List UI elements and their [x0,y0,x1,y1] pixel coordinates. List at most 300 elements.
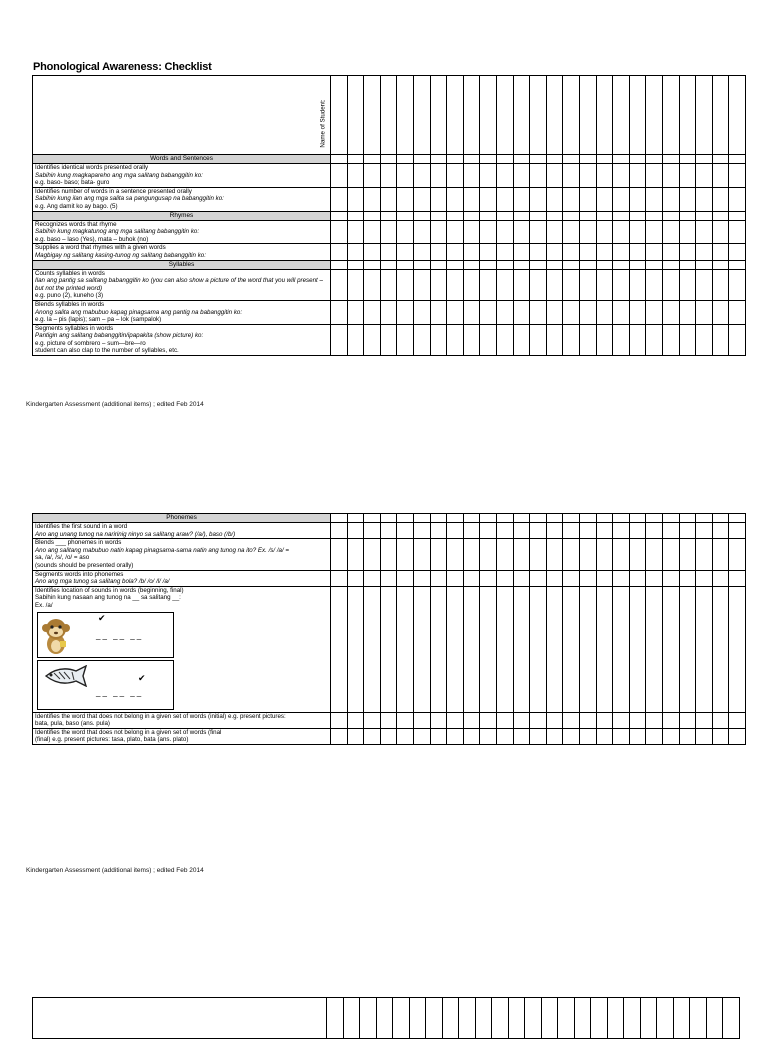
student-checkbox-cell[interactable] [497,164,514,188]
student-checkbox-cell[interactable] [530,514,547,523]
student-checkbox-cell[interactable] [613,523,630,539]
student-checkbox-cell[interactable] [380,244,397,260]
student-checkbox-cell[interactable] [729,155,746,164]
student-checkbox-cell[interactable] [729,712,746,728]
student-checkbox-cell[interactable] [497,155,514,164]
student-checkbox-cell[interactable] [397,300,414,324]
student-checkbox-cell[interactable] [447,244,464,260]
student-checkbox-cell[interactable] [530,244,547,260]
student-checkbox-cell[interactable] [480,300,497,324]
student-checkbox-cell[interactable] [596,76,613,155]
student-checkbox-cell[interactable] [397,523,414,539]
student-checkbox-cell[interactable] [624,998,641,1039]
student-checkbox-cell[interactable] [463,211,480,220]
student-checkbox-cell[interactable] [579,539,596,570]
student-checkbox-cell[interactable] [497,586,514,712]
student-checkbox-cell[interactable] [331,244,348,260]
student-checkbox-cell[interactable] [426,998,443,1039]
student-checkbox-cell[interactable] [513,514,530,523]
student-checkbox-cell[interactable] [546,220,563,244]
student-checkbox-cell[interactable] [629,244,646,260]
student-checkbox-cell[interactable] [563,586,580,712]
student-checkbox-cell[interactable] [513,324,530,355]
student-checkbox-cell[interactable] [579,269,596,300]
student-checkbox-cell[interactable] [380,570,397,586]
student-checkbox-cell[interactable] [463,269,480,300]
student-checkbox-cell[interactable] [364,324,381,355]
student-checkbox-cell[interactable] [579,712,596,728]
student-checkbox-cell[interactable] [579,220,596,244]
student-checkbox-cell[interactable] [729,586,746,712]
student-checkbox-cell[interactable] [414,187,431,211]
student-checkbox-cell[interactable] [331,586,348,712]
student-checkbox-cell[interactable] [380,164,397,188]
student-checkbox-cell[interactable] [497,76,514,155]
student-checkbox-cell[interactable] [530,586,547,712]
student-checkbox-cell[interactable] [414,514,431,523]
student-checkbox-cell[interactable] [397,260,414,269]
student-checkbox-cell[interactable] [480,539,497,570]
student-checkbox-cell[interactable] [331,712,348,728]
student-checkbox-cell[interactable] [380,220,397,244]
student-checkbox-cell[interactable] [347,324,364,355]
student-checkbox-cell[interactable] [662,155,679,164]
student-checkbox-cell[interactable] [690,998,707,1039]
student-checkbox-cell[interactable] [475,998,492,1039]
student-checkbox-cell[interactable] [596,211,613,220]
student-checkbox-cell[interactable] [347,76,364,155]
student-checkbox-cell[interactable] [331,523,348,539]
student-checkbox-cell[interactable] [513,523,530,539]
student-checkbox-cell[interactable] [579,514,596,523]
student-checkbox-cell[interactable] [574,998,591,1039]
student-checkbox-cell[interactable] [679,324,696,355]
student-checkbox-cell[interactable] [696,728,713,744]
student-checkbox-cell[interactable] [430,211,447,220]
student-checkbox-cell[interactable] [546,514,563,523]
student-checkbox-cell[interactable] [430,187,447,211]
student-checkbox-cell[interactable] [662,76,679,155]
student-checkbox-cell[interactable] [596,220,613,244]
student-checkbox-cell[interactable] [679,570,696,586]
student-checkbox-cell[interactable] [347,300,364,324]
student-checkbox-cell[interactable] [347,187,364,211]
student-checkbox-cell[interactable] [380,155,397,164]
student-checkbox-cell[interactable] [646,514,663,523]
student-checkbox-cell[interactable] [712,211,729,220]
student-checkbox-cell[interactable] [546,187,563,211]
student-checkbox-cell[interactable] [414,244,431,260]
student-checkbox-cell[interactable] [430,269,447,300]
student-checkbox-cell[interactable] [414,211,431,220]
student-checkbox-cell[interactable] [646,269,663,300]
student-checkbox-cell[interactable] [480,220,497,244]
student-checkbox-cell[interactable] [364,712,381,728]
student-checkbox-cell[interactable] [646,586,663,712]
student-checkbox-cell[interactable] [513,570,530,586]
student-checkbox-cell[interactable] [447,324,464,355]
student-checkbox-cell[interactable] [563,187,580,211]
student-checkbox-cell[interactable] [613,211,630,220]
student-checkbox-cell[interactable] [662,728,679,744]
student-checkbox-cell[interactable] [513,76,530,155]
student-checkbox-cell[interactable] [696,164,713,188]
student-checkbox-cell[interactable] [629,712,646,728]
student-checkbox-cell[interactable] [596,586,613,712]
student-checkbox-cell[interactable] [613,187,630,211]
student-checkbox-cell[interactable] [579,300,596,324]
student-checkbox-cell[interactable] [629,300,646,324]
student-checkbox-cell[interactable] [397,269,414,300]
student-checkbox-cell[interactable] [662,523,679,539]
student-checkbox-cell[interactable] [347,269,364,300]
student-checkbox-cell[interactable] [480,260,497,269]
student-checkbox-cell[interactable] [629,155,646,164]
student-checkbox-cell[interactable] [613,539,630,570]
student-checkbox-cell[interactable] [347,164,364,188]
student-checkbox-cell[interactable] [414,539,431,570]
student-checkbox-cell[interactable] [447,514,464,523]
student-checkbox-cell[interactable] [729,260,746,269]
student-checkbox-cell[interactable] [347,244,364,260]
student-checkbox-cell[interactable] [712,76,729,155]
student-checkbox-cell[interactable] [629,220,646,244]
student-checkbox-cell[interactable] [397,76,414,155]
student-checkbox-cell[interactable] [414,164,431,188]
student-checkbox-cell[interactable] [497,220,514,244]
student-checkbox-cell[interactable] [380,187,397,211]
student-checkbox-cell[interactable] [397,586,414,712]
student-checkbox-cell[interactable] [409,998,426,1039]
answer-blanks[interactable]: __ __ __ [96,630,144,640]
student-checkbox-cell[interactable] [712,712,729,728]
student-checkbox-cell[interactable] [712,300,729,324]
student-checkbox-cell[interactable] [397,187,414,211]
student-checkbox-cell[interactable] [679,514,696,523]
student-checkbox-cell[interactable] [530,260,547,269]
student-checkbox-cell[interactable] [480,712,497,728]
student-checkbox-cell[interactable] [579,260,596,269]
student-checkbox-cell[interactable] [563,539,580,570]
student-checkbox-cell[interactable] [646,187,663,211]
student-checkbox-cell[interactable] [662,164,679,188]
student-checkbox-cell[interactable] [364,260,381,269]
student-checkbox-cell[interactable] [662,324,679,355]
student-checkbox-cell[interactable] [563,244,580,260]
student-checkbox-cell[interactable] [364,164,381,188]
student-checkbox-cell[interactable] [596,570,613,586]
student-checkbox-cell[interactable] [629,324,646,355]
student-checkbox-cell[interactable] [712,570,729,586]
student-checkbox-cell[interactable] [613,76,630,155]
student-checkbox-cell[interactable] [364,155,381,164]
student-checkbox-cell[interactable] [712,260,729,269]
student-checkbox-cell[interactable] [347,539,364,570]
student-checkbox-cell[interactable] [596,712,613,728]
student-checkbox-cell[interactable] [497,211,514,220]
student-checkbox-cell[interactable] [530,728,547,744]
student-checkbox-cell[interactable] [497,728,514,744]
student-checkbox-cell[interactable] [480,523,497,539]
student-checkbox-cell[interactable] [447,155,464,164]
student-checkbox-cell[interactable] [463,539,480,570]
student-checkbox-cell[interactable] [546,712,563,728]
student-checkbox-cell[interactable] [629,523,646,539]
student-checkbox-cell[interactable] [397,220,414,244]
student-checkbox-cell[interactable] [447,523,464,539]
student-checkbox-cell[interactable] [347,586,364,712]
student-checkbox-cell[interactable] [696,220,713,244]
student-checkbox-cell[interactable] [563,514,580,523]
student-checkbox-cell[interactable] [679,269,696,300]
student-checkbox-cell[interactable] [646,300,663,324]
student-checkbox-cell[interactable] [414,586,431,712]
student-checkbox-cell[interactable] [380,523,397,539]
student-checkbox-cell[interactable] [546,164,563,188]
student-checkbox-cell[interactable] [712,164,729,188]
student-checkbox-cell[interactable] [662,586,679,712]
student-checkbox-cell[interactable] [729,728,746,744]
student-checkbox-cell[interactable] [696,76,713,155]
student-checkbox-cell[interactable] [430,220,447,244]
student-checkbox-cell[interactable] [613,260,630,269]
student-checkbox-cell[interactable] [347,523,364,539]
student-checkbox-cell[interactable] [447,728,464,744]
student-checkbox-cell[interactable] [563,155,580,164]
student-checkbox-cell[interactable] [679,586,696,712]
student-checkbox-cell[interactable] [380,211,397,220]
student-checkbox-cell[interactable] [662,300,679,324]
student-checkbox-cell[interactable] [646,324,663,355]
student-checkbox-cell[interactable] [364,244,381,260]
student-checkbox-cell[interactable] [364,728,381,744]
student-checkbox-cell[interactable] [447,260,464,269]
student-checkbox-cell[interactable] [613,155,630,164]
student-checkbox-cell[interactable] [497,300,514,324]
student-checkbox-cell[interactable] [331,300,348,324]
student-checkbox-cell[interactable] [563,728,580,744]
student-checkbox-cell[interactable] [447,570,464,586]
student-checkbox-cell[interactable] [629,211,646,220]
student-checkbox-cell[interactable] [579,728,596,744]
student-checkbox-cell[interactable] [679,523,696,539]
student-checkbox-cell[interactable] [613,570,630,586]
student-checkbox-cell[interactable] [513,155,530,164]
student-checkbox-cell[interactable] [696,514,713,523]
student-checkbox-cell[interactable] [447,586,464,712]
student-checkbox-cell[interactable] [712,244,729,260]
student-checkbox-cell[interactable] [613,586,630,712]
student-checkbox-cell[interactable] [380,300,397,324]
student-checkbox-cell[interactable] [497,269,514,300]
student-checkbox-cell[interactable] [729,570,746,586]
student-checkbox-cell[interactable] [696,300,713,324]
student-checkbox-cell[interactable] [613,269,630,300]
student-checkbox-cell[interactable] [447,269,464,300]
student-checkbox-cell[interactable] [706,998,723,1039]
student-checkbox-cell[interactable] [463,260,480,269]
student-checkbox-cell[interactable] [513,260,530,269]
student-checkbox-cell[interactable] [397,244,414,260]
student-checkbox-cell[interactable] [613,244,630,260]
student-checkbox-cell[interactable] [646,76,663,155]
student-checkbox-cell[interactable] [530,523,547,539]
student-checkbox-cell[interactable] [414,269,431,300]
student-checkbox-cell[interactable] [447,211,464,220]
student-checkbox-cell[interactable] [380,712,397,728]
student-checkbox-cell[interactable] [712,539,729,570]
student-checkbox-cell[interactable] [696,523,713,539]
student-checkbox-cell[interactable] [696,712,713,728]
student-checkbox-cell[interactable] [596,324,613,355]
student-checkbox-cell[interactable] [679,220,696,244]
student-checkbox-cell[interactable] [662,514,679,523]
student-checkbox-cell[interactable] [596,300,613,324]
student-checkbox-cell[interactable] [497,514,514,523]
student-checkbox-cell[interactable] [629,260,646,269]
student-checkbox-cell[interactable] [331,164,348,188]
student-checkbox-cell[interactable] [607,998,624,1039]
student-checkbox-cell[interactable] [646,155,663,164]
student-checkbox-cell[interactable] [331,211,348,220]
student-checkbox-cell[interactable] [679,712,696,728]
student-checkbox-cell[interactable] [646,244,663,260]
student-checkbox-cell[interactable] [591,998,608,1039]
student-checkbox-cell[interactable] [347,211,364,220]
student-checkbox-cell[interactable] [347,514,364,523]
student-checkbox-cell[interactable] [629,164,646,188]
student-checkbox-cell[interactable] [673,998,690,1039]
student-checkbox-cell[interactable] [414,523,431,539]
student-checkbox-cell[interactable] [596,260,613,269]
student-checkbox-cell[interactable] [712,586,729,712]
student-checkbox-cell[interactable] [696,324,713,355]
student-checkbox-cell[interactable] [414,712,431,728]
student-checkbox-cell[interactable] [380,324,397,355]
student-checkbox-cell[interactable] [546,523,563,539]
student-checkbox-cell[interactable] [729,539,746,570]
student-checkbox-cell[interactable] [646,164,663,188]
student-checkbox-cell[interactable] [696,211,713,220]
student-checkbox-cell[interactable] [613,220,630,244]
student-checkbox-cell[interactable] [513,211,530,220]
student-checkbox-cell[interactable] [679,211,696,220]
student-checkbox-cell[interactable] [463,300,480,324]
student-checkbox-cell[interactable] [430,539,447,570]
student-checkbox-cell[interactable] [430,260,447,269]
student-checkbox-cell[interactable] [497,324,514,355]
student-checkbox-cell[interactable] [613,712,630,728]
student-checkbox-cell[interactable] [525,998,542,1039]
student-checkbox-cell[interactable] [463,712,480,728]
student-checkbox-cell[interactable] [430,728,447,744]
student-checkbox-cell[interactable] [646,211,663,220]
student-checkbox-cell[interactable] [712,187,729,211]
student-checkbox-cell[interactable] [447,76,464,155]
student-checkbox-cell[interactable] [380,728,397,744]
student-checkbox-cell[interactable] [414,570,431,586]
student-checkbox-cell[interactable] [596,523,613,539]
student-checkbox-cell[interactable] [563,76,580,155]
student-checkbox-cell[interactable] [579,586,596,712]
student-checkbox-cell[interactable] [447,539,464,570]
student-checkbox-cell[interactable] [546,570,563,586]
student-checkbox-cell[interactable] [729,220,746,244]
student-checkbox-cell[interactable] [696,155,713,164]
student-checkbox-cell[interactable] [347,728,364,744]
student-checkbox-cell[interactable] [546,728,563,744]
student-checkbox-cell[interactable] [397,514,414,523]
student-checkbox-cell[interactable] [430,570,447,586]
student-checkbox-cell[interactable] [679,728,696,744]
student-checkbox-cell[interactable] [364,514,381,523]
student-checkbox-cell[interactable] [364,76,381,155]
student-checkbox-cell[interactable] [480,164,497,188]
student-checkbox-cell[interactable] [729,300,746,324]
student-checkbox-cell[interactable] [596,539,613,570]
student-checkbox-cell[interactable] [347,570,364,586]
student-checkbox-cell[interactable] [579,76,596,155]
student-checkbox-cell[interactable] [513,269,530,300]
student-checkbox-cell[interactable] [579,570,596,586]
student-checkbox-cell[interactable] [513,728,530,744]
student-checkbox-cell[interactable] [397,324,414,355]
student-checkbox-cell[interactable] [563,260,580,269]
student-checkbox-cell[interactable] [397,728,414,744]
student-checkbox-cell[interactable] [364,523,381,539]
student-checkbox-cell[interactable] [646,728,663,744]
student-checkbox-cell[interactable] [679,244,696,260]
student-checkbox-cell[interactable] [729,211,746,220]
student-checkbox-cell[interactable] [657,998,674,1039]
student-checkbox-cell[interactable] [596,514,613,523]
student-checkbox-cell[interactable] [563,324,580,355]
student-checkbox-cell[interactable] [530,300,547,324]
student-checkbox-cell[interactable] [613,514,630,523]
student-checkbox-cell[interactable] [397,164,414,188]
student-checkbox-cell[interactable] [463,164,480,188]
student-checkbox-cell[interactable] [331,269,348,300]
student-checkbox-cell[interactable] [513,220,530,244]
student-checkbox-cell[interactable] [513,586,530,712]
student-checkbox-cell[interactable] [463,244,480,260]
student-checkbox-cell[interactable] [546,76,563,155]
student-checkbox-cell[interactable] [513,187,530,211]
student-checkbox-cell[interactable] [579,187,596,211]
student-checkbox-cell[interactable] [497,260,514,269]
student-checkbox-cell[interactable] [430,712,447,728]
student-checkbox-cell[interactable] [696,586,713,712]
student-checkbox-cell[interactable] [364,539,381,570]
student-checkbox-cell[interactable] [513,300,530,324]
student-checkbox-cell[interactable] [447,187,464,211]
student-checkbox-cell[interactable] [662,187,679,211]
student-checkbox-cell[interactable] [579,244,596,260]
student-checkbox-cell[interactable] [629,539,646,570]
student-checkbox-cell[interactable] [397,539,414,570]
student-checkbox-cell[interactable] [430,155,447,164]
student-checkbox-cell[interactable] [380,586,397,712]
student-checkbox-cell[interactable] [364,570,381,586]
student-checkbox-cell[interactable] [364,300,381,324]
student-checkbox-cell[interactable] [331,187,348,211]
student-checkbox-cell[interactable] [530,220,547,244]
student-checkbox-cell[interactable] [613,300,630,324]
student-checkbox-cell[interactable] [546,539,563,570]
student-checkbox-cell[interactable] [546,244,563,260]
student-checkbox-cell[interactable] [596,164,613,188]
student-checkbox-cell[interactable] [463,324,480,355]
